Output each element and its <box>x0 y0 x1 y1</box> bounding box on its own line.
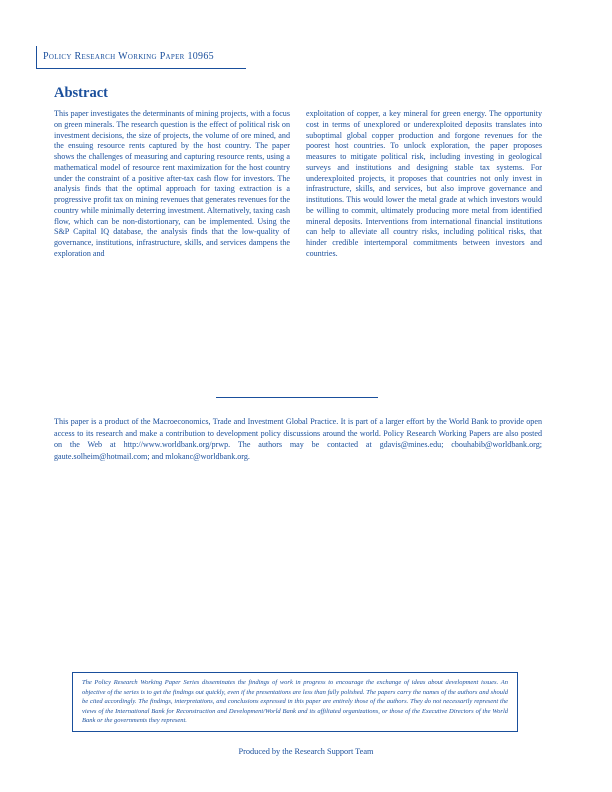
abstract-title: Abstract <box>54 85 108 101</box>
product-note: This paper is a product of the Macroeconomics, Trade and Investment Global Practice. It is part of a larger effort by the World Bank to provide open access to its research and make a contribution to development policy discussions around the world. Policy Research Working Papers are also posted on the Web at http://www.worldbank.org/prwp. The authors may be contacted at gdavis@mines.edu; cbouhabib@worldbank.org; gaute.solheim@hotmail.com; and mlokanc@worldbank.org. <box>54 417 542 461</box>
series-header-vertical-rule <box>36 46 37 68</box>
series-label: Policy Research Working Paper 10965 <box>43 51 214 62</box>
disclaimer-box <box>72 672 518 732</box>
disclaimer-text: The Policy Research Working Paper Series disseminates the findings of work in progress to encourage the exchange of ideas about development issues. An objective of the series is to get the findings out quickly, even if the presentations are less than fully polished. The papers carry the names of the authors and should be cited accordingly. The findings, interpretations, and conclusions expressed in this paper are entirely those of the authors. They do not necessarily represent the views of the International Bank for Reconstruction and Development/World Bank and its affiliated organizations, or those of the Executive Directors of the World Bank or the governments they represent. <box>82 679 508 725</box>
abstract-left-column: This paper investigates the determinants of mining projects, with a focus on green minerals. The research question is the effect of political risk on investment decisions, the size of projects, the volume of ore mined, and the ensuing resource rents captured by the host country. The paper shows the challenges of measuring and capturing resource rents, using a mathematical model of resource rent maximization for the host country under the constraint of a positive after-tax cash flow for investors. The analysis finds that the optimal approach for taxing extraction is a progressive profit tax on mining revenues that generates revenues for the country while minimally deterring investment. Alternatively, taxing cash flow, which can be non-distortionary, can be implemented. Using the S&P Capital IQ database, the analysis finds that the low-quality of governance, institutions, infrastructure, skills, and services dampens the exploration and <box>54 109 290 258</box>
abstract-right-column: exploitation of copper, a key mineral for green energy. The opportunity cost in terms of unexplored or underexploited deposits translates into suboptimal global copper production and forgone revenues for the poorest host countries. To unlock exploration, the paper proposes measures to mitigate political risk, including investing in geological surveys and institutions and designing stable tax systems. For underexploited projects, it proposes that countries not only invest in infrastructure, skills, and services, but also improve governance and institutions. This would lower the metal grade at which investors would be willing to commit, ultimately producing more metal from identified mineral deposits. Interventions from international financial institutions can help to alleviate all country risks, including political risks, that hinder credible intertemporal commitments between investors and countries. <box>306 109 542 258</box>
produced-by: Produced by the Research Support Team <box>238 747 374 756</box>
series-header-horizontal-rule <box>36 68 246 69</box>
section-divider <box>216 397 378 398</box>
series-header <box>36 46 246 68</box>
